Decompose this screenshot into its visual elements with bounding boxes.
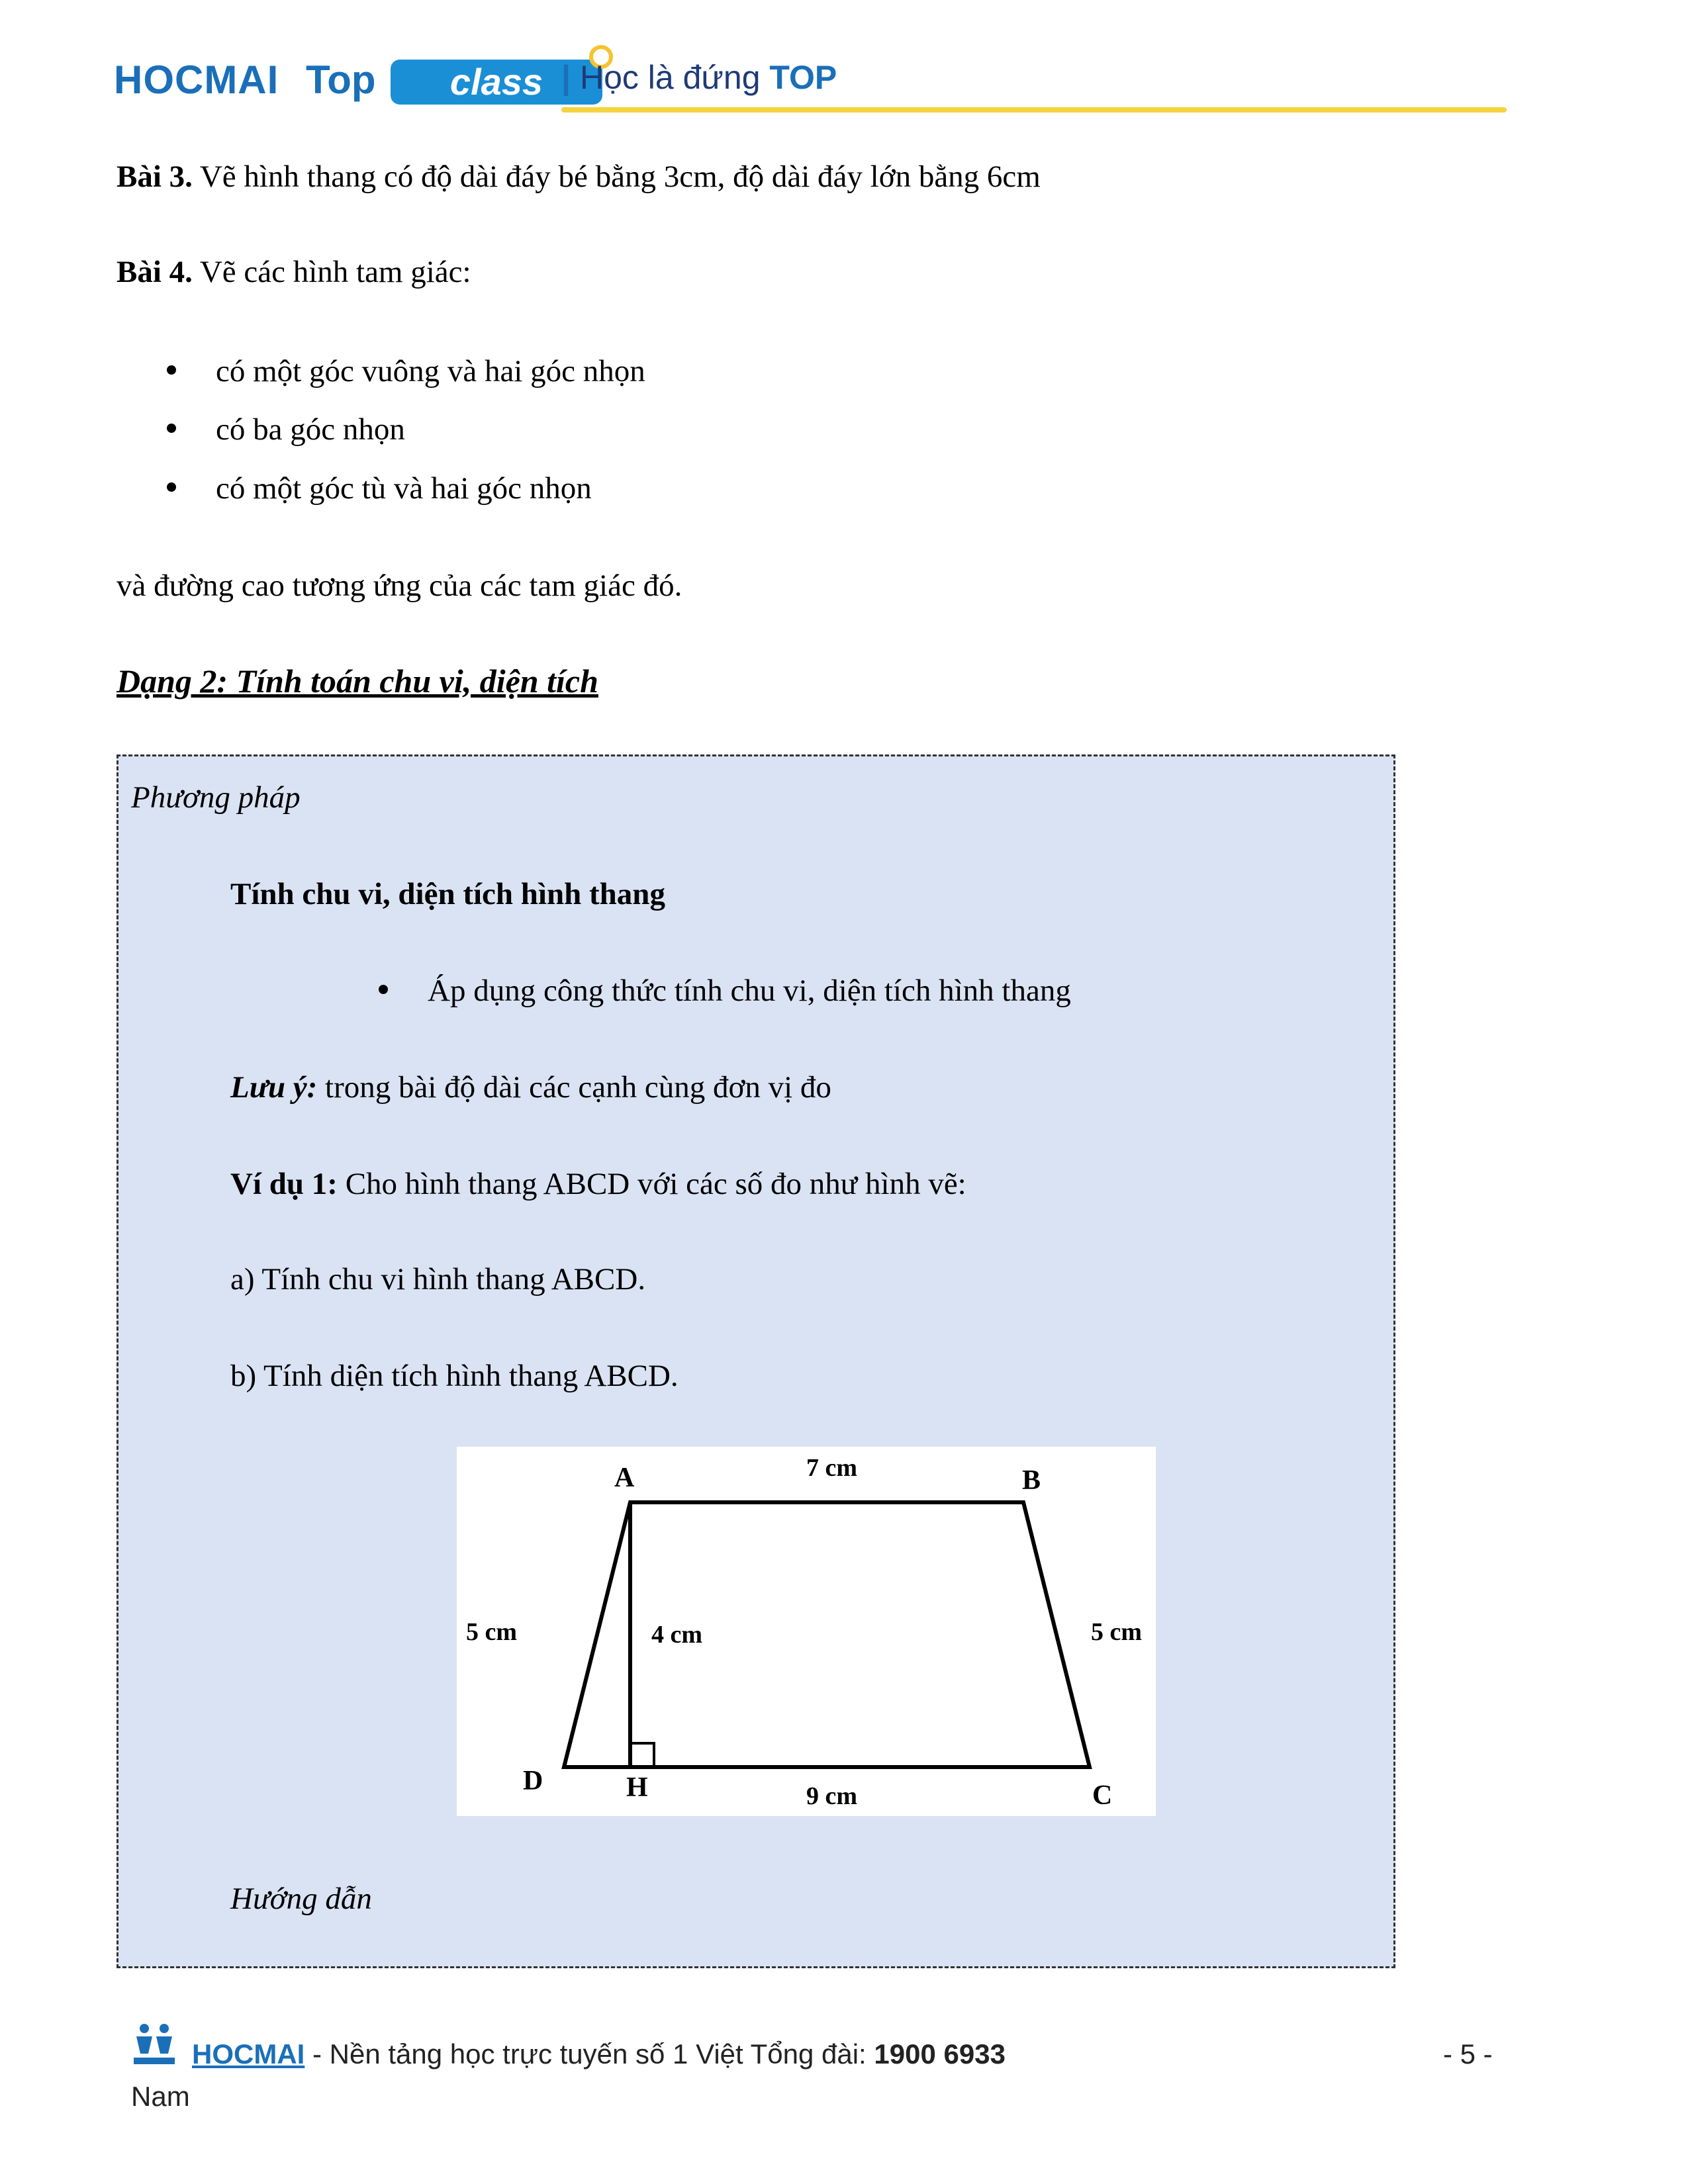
- header-slogan: [561, 58, 837, 97]
- footer-brand-link[interactable]: HOCMAI: [192, 2038, 305, 2070]
- label-right: 5 cm: [1091, 1618, 1143, 1646]
- slogan-separator: |: [561, 59, 571, 96]
- method-note: [230, 1069, 831, 1105]
- logo-brand: HOCMAI: [114, 58, 279, 102]
- vertex-d: D: [523, 1766, 543, 1796]
- label-height: 4 cm: [651, 1621, 703, 1649]
- page-number: - 5 -: [1443, 2038, 1493, 2070]
- slogan-highlight: TOP: [769, 59, 837, 96]
- footer-hotline: 1900 6933: [874, 2038, 1006, 2070]
- example-text: Cho hình thang ABCD với các số đo như hình vẽ:: [337, 1167, 966, 1201]
- footer-continuation: Nam: [131, 2081, 190, 2112]
- hocmai-icon: [131, 2022, 177, 2068]
- guide-heading: Hướng dẫn: [230, 1882, 372, 1916]
- example-label: Ví dụ 1:: [230, 1167, 338, 1201]
- exercise-3-text: Vẽ hình thang có độ dài đáy bé bằng 3cm, độ dài đáy lớn bằng 6cm: [192, 159, 1041, 194]
- note-label: Lưu ý:: [230, 1070, 318, 1105]
- example-part-b: b) Tính diện tích hình thang ABCD.: [230, 1359, 679, 1393]
- logo-class: class: [391, 60, 602, 105]
- vertex-a: A: [614, 1463, 635, 1493]
- exercise-4-closing: và đường cao tương ứng của các tam giác đó.: [117, 569, 682, 603]
- trapezoid-outline: [564, 1502, 1090, 1767]
- vertex-h: H: [626, 1772, 648, 1803]
- list-item: có một góc tù và hai góc nhọn: [216, 471, 592, 506]
- exercise-3: [117, 159, 1041, 195]
- footer-line: [192, 2038, 1006, 2070]
- vertex-c: C: [1092, 1780, 1113, 1811]
- label-left: 5 cm: [466, 1618, 518, 1646]
- footer-hotline-label: Tổng đài:: [750, 2038, 874, 2070]
- slogan-text: Học là đứng: [580, 59, 770, 96]
- example-part-a: a) Tính chu vi hình thang ABCD.: [230, 1262, 646, 1297]
- list-item: có một góc vuông và hai góc nhọn: [216, 353, 645, 389]
- bullet-icon: [167, 424, 176, 433]
- label-top: 7 cm: [806, 1454, 858, 1482]
- list-item: Áp dụng công thức tính chu vi, diện tích hình thang: [428, 973, 1071, 1009]
- note-text: trong bài độ dài các cạnh cùng đơn vị đo: [317, 1070, 831, 1105]
- list-item: có ba góc nhọn: [216, 412, 405, 447]
- method-heading: Phương pháp: [131, 780, 301, 815]
- label-bottom: 9 cm: [806, 1782, 858, 1810]
- bullet-icon: [167, 482, 176, 492]
- trapezoid-diagram: [457, 1447, 1156, 1816]
- exercise-4: [117, 254, 471, 290]
- right-angle-marker: [630, 1743, 654, 1767]
- trapezoid-figure: [457, 1447, 1156, 1816]
- example-1: [230, 1166, 966, 1202]
- vertex-b: B: [1022, 1465, 1041, 1496]
- logo-top: Top: [306, 58, 376, 102]
- exercise-4-text: Vẽ các hình tam giác:: [192, 255, 471, 289]
- bullet-icon: [167, 365, 176, 375]
- section-title: Dạng 2: Tính toán chu vi, diện tích: [117, 662, 598, 700]
- header-divider: [561, 107, 1507, 113]
- exercise-3-label: Bài 3.: [117, 159, 193, 194]
- exercise-4-label: Bài 4.: [117, 255, 193, 289]
- footer-tagline: - Nền tảng học trực tuyến số 1 Việt: [305, 2038, 751, 2070]
- method-subheading: Tính chu vi, diện tích hình thang: [230, 877, 665, 911]
- bullet-icon: [379, 985, 388, 994]
